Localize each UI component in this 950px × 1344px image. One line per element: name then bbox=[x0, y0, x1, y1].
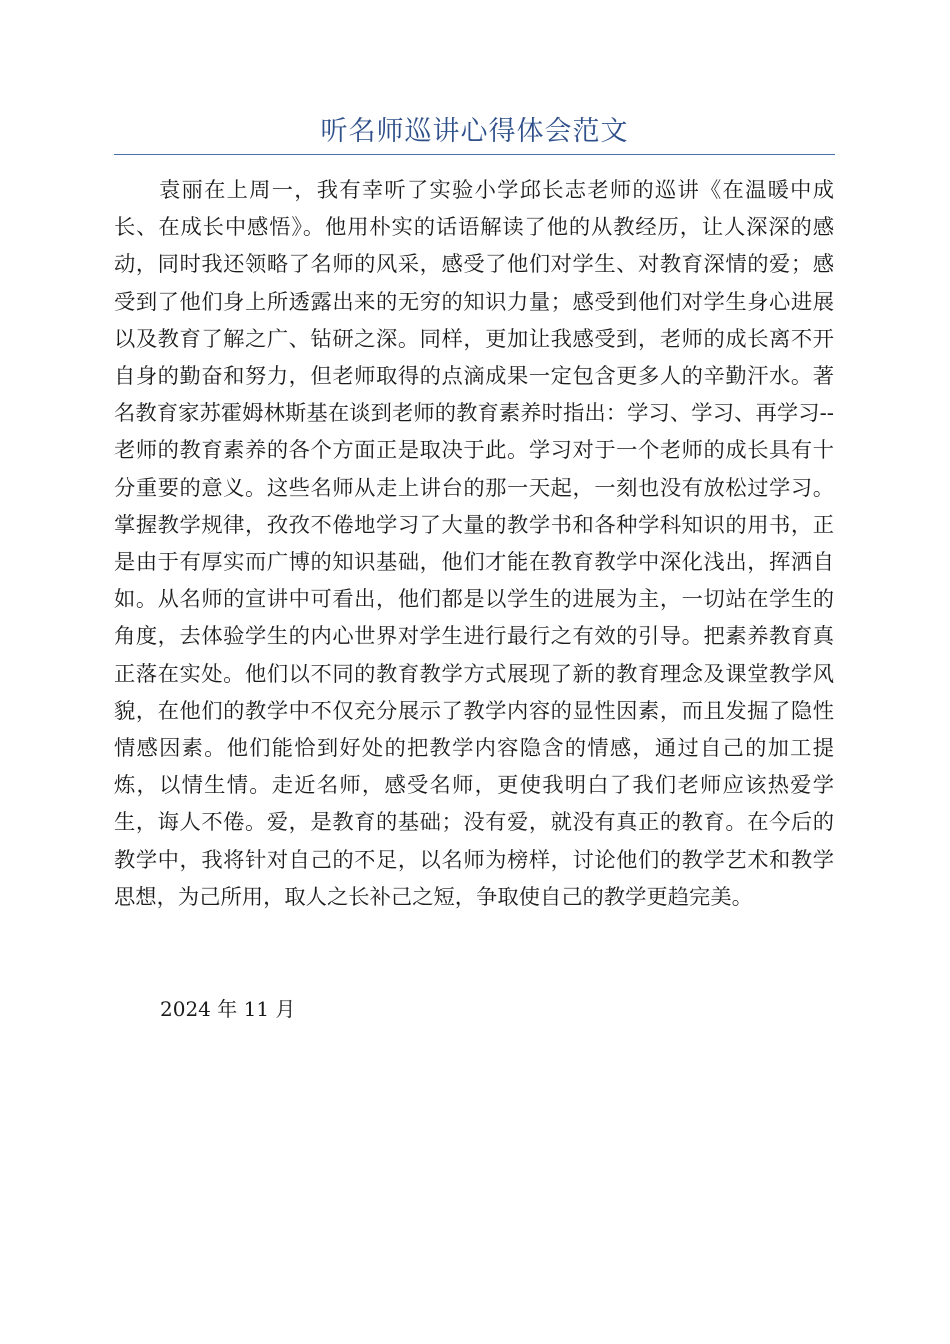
title-underline bbox=[114, 154, 835, 155]
document-date: 2024 年 11 月 bbox=[160, 997, 296, 1021]
body-paragraph: 袁丽在上周一，我有幸听了实验小学邱长志老师的巡讲《在温暖中成长、在成长中感悟》。他用朴实的话语解读了他的从教经历，让人深深的感动，同时我还领略了名师的风采，感受了他们对学生、对教育深情的爱；感受到了他们身上所透露出来的无穷的知识力量；感受到他们对学生身心进展以及教育了解之广、钻研之深。同样，更加让我感受到，老师的成长离不开自身的勤奋和努力，但老师取得的点滴成果一定包含更多人的辛勤汗水。著名教育家苏霍姆林斯基在谈到老师的教育素养时指出：学习、学习、再学习--老师的教育素养的各个方面正是取决于此。学习对于一个老师的成长具有十分重要的意义。这些名师从走上讲台的那一天起，一刻也没有放松过学习。掌握教学规律，孜孜不倦地学习了大量的教学书和各种学科知识的用书，正是由于有厚实而广博的知识基础，他们才能在教育教学中深化浅出，挥洒自如。从名师的宣讲中可看出，他们都是以学生的进展为主，一切站在学生的角度，去体验学生的内心世界对学生进行最行之有效的引导。把素养教育真正落在实处。他们以不同的教育教学方式展现了新的教育理念及课堂教学风貌，在他们的教学中不仅充分展示了教学内容的显性因素，而且发掘了隐性情感因素。他们能恰到好处的把教学内容隐含的情感，通过自己的加工提炼，以情生情。走近名师，感受名师，更使我明白了我们老师应该热爱学生，诲人不倦。爱，是教育的基础；没有爱，就没有真正的教育。在今后的教学中，我将针对自己的不足，以名师为榜样，讨论他们的教学艺术和教学思想，为己所用，取人之长补己之短，争取使自己的教学更趋完美。 bbox=[114, 178, 834, 910]
document-title: 听名师巡讲心得体会范文 bbox=[320, 116, 629, 147]
